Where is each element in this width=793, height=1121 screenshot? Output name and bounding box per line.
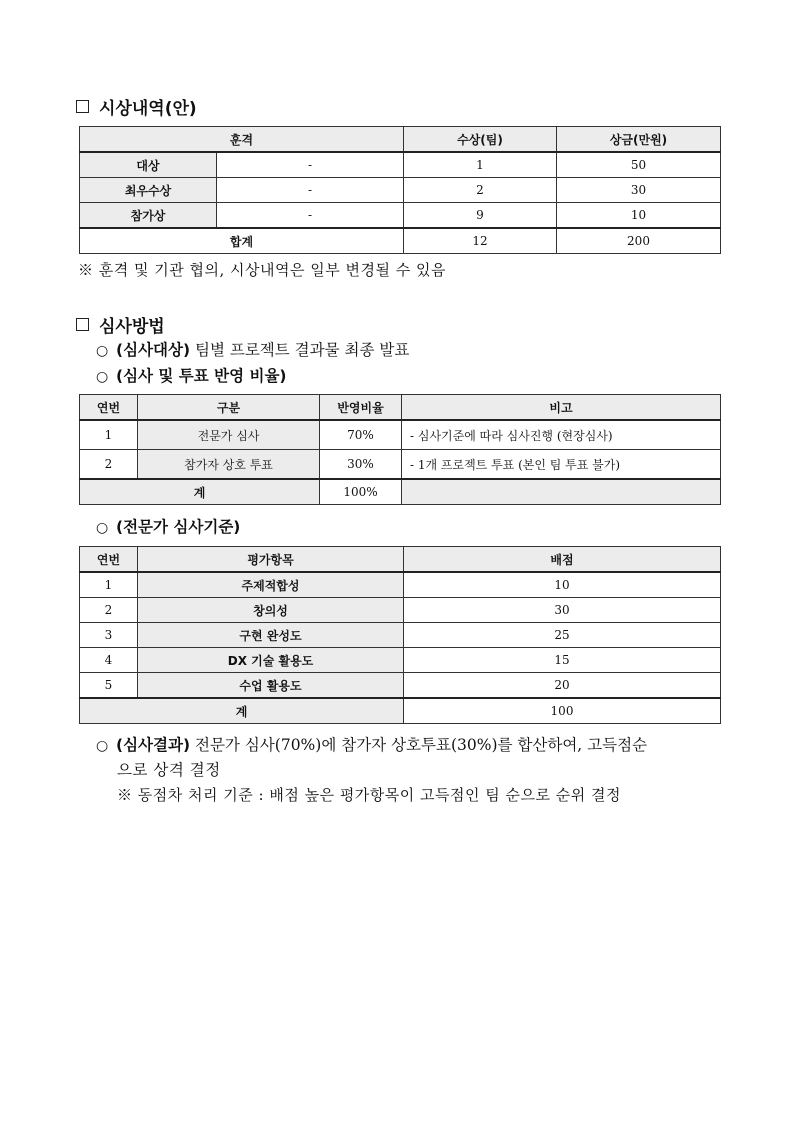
award-prize: 50 <box>557 152 721 178</box>
bullet-judging-result <box>96 733 647 755</box>
criteria-score: 15 <box>404 648 721 673</box>
hollow-circle-icon: ○ <box>96 738 109 754</box>
total-label: 계 <box>80 698 404 724</box>
ratio-table <box>79 394 721 505</box>
hollow-circle-icon: ○ <box>96 343 109 359</box>
award-prize: 30 <box>557 178 721 203</box>
ratio-value: 30% <box>320 450 402 480</box>
table-row <box>80 152 721 178</box>
bullet-text: 팀별 프로젝트 결과물 최종 발표 <box>190 341 410 359</box>
row-number: 2 <box>80 598 138 623</box>
awards-table <box>79 126 721 254</box>
total-label: 계 <box>80 479 320 505</box>
header-cell: 평가항목 <box>138 547 404 573</box>
table-row <box>80 420 721 450</box>
award-name: 대상 <box>80 152 217 178</box>
row-number: 5 <box>80 673 138 699</box>
award-detail: - <box>217 152 404 178</box>
ratio-remark: - 심사기준에 따라 심사진행 (현장심사) <box>402 420 721 450</box>
bullet-expert-criteria <box>96 515 240 537</box>
criteria-table <box>79 546 721 724</box>
table-total-row <box>80 698 721 724</box>
table-row <box>80 648 721 673</box>
bullet-text-continued: 으로 상격 결정 <box>117 761 221 779</box>
criteria-item: DX 기술 활용도 <box>138 648 404 673</box>
table-row <box>80 598 721 623</box>
table-row <box>80 178 721 203</box>
table-row <box>80 673 721 699</box>
award-teams: 1 <box>404 152 557 178</box>
bullet-judging-target <box>96 338 409 360</box>
table-header-row <box>80 395 721 421</box>
bullet-text: 전문가 심사(70%)에 참가자 상호투표(30%)를 합산하여, 고득점순 <box>190 736 648 754</box>
header-cell: 반영비율 <box>320 395 402 421</box>
table-header-row <box>80 127 721 153</box>
total-score: 100 <box>404 698 721 724</box>
criteria-score: 20 <box>404 673 721 699</box>
criteria-score: 10 <box>404 572 721 598</box>
total-ratio: 100% <box>320 479 402 505</box>
ratio-category: 전문가 심사 <box>138 420 320 450</box>
row-number: 3 <box>80 623 138 648</box>
header-cell: 연번 <box>80 395 138 421</box>
row-number: 1 <box>80 420 138 450</box>
empty-square-icon <box>76 318 89 331</box>
bullet-label: (심사결과) <box>116 736 191 754</box>
total-teams: 12 <box>404 228 557 254</box>
header-cell: 비고 <box>402 395 721 421</box>
hollow-circle-icon: ○ <box>96 520 109 536</box>
section-heading-judging <box>76 312 165 337</box>
award-name: 참가상 <box>80 203 217 229</box>
award-name: 최우수상 <box>80 178 217 203</box>
row-number: 1 <box>80 572 138 598</box>
header-cell: 연번 <box>80 547 138 573</box>
award-detail: - <box>217 203 404 229</box>
table-row <box>80 572 721 598</box>
header-cell: 배점 <box>404 547 721 573</box>
hollow-circle-icon: ○ <box>96 369 109 385</box>
table-total-row <box>80 228 721 254</box>
bullet-label: (심사대상) <box>116 341 191 359</box>
award-teams: 9 <box>404 203 557 229</box>
ratio-category: 참가자 상호 투표 <box>138 450 320 480</box>
award-detail: - <box>217 178 404 203</box>
header-cell: 수상(팀) <box>404 127 557 153</box>
criteria-score: 30 <box>404 598 721 623</box>
criteria-score: 25 <box>404 623 721 648</box>
criteria-item: 창의성 <box>138 598 404 623</box>
section-title: 심사방법 <box>99 317 165 337</box>
bullet-label: (심사 및 투표 반영 비율) <box>116 367 287 385</box>
empty-square-icon <box>76 100 89 113</box>
header-cell: 상금(만원) <box>557 127 721 153</box>
table-row <box>80 623 721 648</box>
total-prize: 200 <box>557 228 721 254</box>
table-row <box>80 203 721 229</box>
section-title: 시상내역(안) <box>99 99 197 119</box>
bullet-label: (전문가 심사기준) <box>116 518 241 536</box>
total-remark <box>402 479 721 505</box>
ratio-remark: - 1개 프로젝트 투표 (본인 팀 투표 불가) <box>402 450 721 480</box>
award-prize: 10 <box>557 203 721 229</box>
table-total-row <box>80 479 721 505</box>
awards-note: ※ 훈격 및 기관 협의, 시상내역은 일부 변경될 수 있음 <box>78 261 446 279</box>
row-number: 2 <box>80 450 138 480</box>
row-number: 4 <box>80 648 138 673</box>
tiebreak-note: ※ 동점차 처리 기준 : 배점 높은 평가항목이 고득점인 팀 순으로 순위 결정 <box>117 786 621 804</box>
total-label: 합계 <box>80 228 404 254</box>
table-header-row <box>80 547 721 573</box>
award-teams: 2 <box>404 178 557 203</box>
header-cell: 훈격 <box>80 127 404 153</box>
header-cell: 구분 <box>138 395 320 421</box>
bullet-judging-ratio <box>96 364 287 386</box>
criteria-item: 주제적합성 <box>138 572 404 598</box>
table-row <box>80 450 721 480</box>
criteria-item: 구현 완성도 <box>138 623 404 648</box>
section-heading-awards <box>76 94 197 119</box>
criteria-item: 수업 활용도 <box>138 673 404 699</box>
ratio-value: 70% <box>320 420 402 450</box>
